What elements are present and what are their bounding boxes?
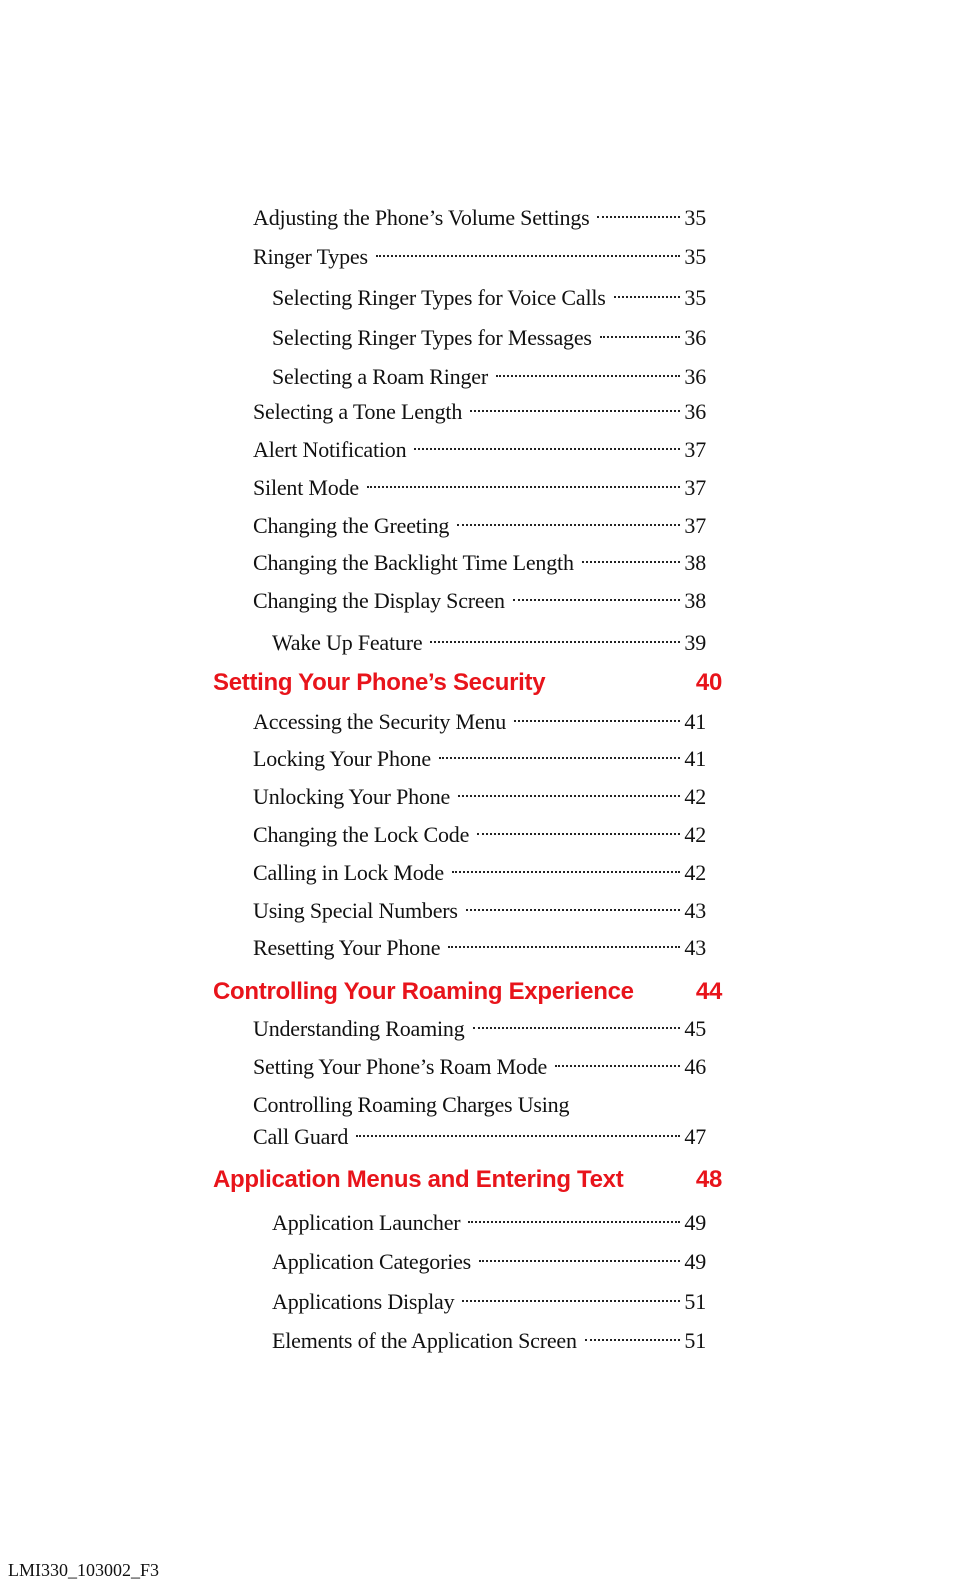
toc-entry-title: Alert Notification bbox=[253, 437, 407, 462]
toc-entry[interactable] bbox=[253, 584, 706, 618]
toc-entry-page: 35 bbox=[684, 244, 706, 269]
toc-entry-page: 46 bbox=[684, 1054, 706, 1079]
dot-leader bbox=[452, 871, 680, 873]
toc-entry-page: 36 bbox=[684, 325, 706, 350]
toc-entry-page: 37 bbox=[684, 513, 706, 538]
toc-entry-title-continued bbox=[253, 1121, 706, 1153]
toc-entry-title: Selecting a Roam Ringer bbox=[272, 364, 488, 389]
toc-entry-title: Changing the Display Screen bbox=[253, 588, 505, 613]
dot-leader bbox=[448, 946, 680, 948]
toc-entry[interactable] bbox=[272, 1285, 706, 1319]
toc-section-heading[interactable] bbox=[213, 974, 722, 1010]
dot-leader bbox=[513, 599, 681, 601]
toc-entry[interactable] bbox=[272, 626, 706, 660]
section-page: 48 bbox=[695, 1166, 722, 1193]
toc-entry-title: Understanding Roaming bbox=[253, 1016, 465, 1041]
dot-leader bbox=[356, 1135, 680, 1137]
toc-entry-page: 51 bbox=[684, 1289, 706, 1314]
toc-entry[interactable] bbox=[253, 546, 706, 580]
toc-entry-page: 37 bbox=[684, 437, 706, 462]
toc-entry-page: 43 bbox=[684, 898, 706, 923]
toc-entry-title: Calling in Lock Mode bbox=[253, 860, 444, 885]
toc-entry-page: 36 bbox=[684, 364, 706, 389]
dot-leader bbox=[473, 1027, 681, 1029]
toc-entry[interactable] bbox=[272, 360, 706, 394]
dot-leader bbox=[585, 1339, 681, 1341]
dot-leader bbox=[582, 561, 681, 563]
dot-leader bbox=[376, 255, 681, 257]
toc-entry[interactable] bbox=[272, 321, 706, 355]
toc-entry[interactable] bbox=[272, 1245, 706, 1279]
toc-entry-title: Adjusting the Phone’s Volume Settings bbox=[253, 205, 590, 230]
toc-entry[interactable] bbox=[253, 931, 706, 965]
dot-leader bbox=[468, 1221, 680, 1223]
section-page: 44 bbox=[695, 978, 722, 1005]
dot-leader bbox=[479, 1260, 680, 1262]
toc-entry-title: Changing the Lock Code bbox=[253, 822, 470, 847]
toc-entry[interactable] bbox=[253, 395, 706, 429]
toc-entry-page: 42 bbox=[684, 860, 706, 885]
dot-leader bbox=[514, 720, 680, 722]
toc-entry-title: Controlling Roaming Charges Using bbox=[253, 1092, 570, 1117]
dot-leader bbox=[430, 641, 680, 643]
dot-leader bbox=[600, 336, 681, 338]
toc-entry-title: Wake Up Feature bbox=[272, 630, 423, 655]
dot-leader bbox=[466, 909, 681, 911]
toc-entry[interactable] bbox=[253, 894, 706, 928]
dot-leader bbox=[458, 795, 680, 797]
toc-entry[interactable] bbox=[253, 1012, 706, 1046]
toc-entry-title: Changing the Greeting bbox=[253, 513, 450, 538]
toc-entry-page: 37 bbox=[684, 475, 706, 500]
section-title: Controlling Your Roaming Experience bbox=[213, 978, 634, 1005]
toc-entry[interactable] bbox=[253, 742, 706, 776]
toc-entry-title: Application Categories bbox=[272, 1249, 472, 1274]
toc-entry[interactable] bbox=[253, 818, 706, 852]
toc-entry-page: 42 bbox=[684, 822, 706, 847]
toc-entry[interactable] bbox=[253, 509, 706, 543]
toc-entry-title: Changing the Backlight Time Length bbox=[253, 550, 574, 575]
section-title: Application Menus and Entering Text bbox=[213, 1166, 624, 1193]
dot-leader bbox=[462, 1300, 680, 1302]
toc-entry-title: Resetting Your Phone bbox=[253, 935, 441, 960]
toc-entry-page: 38 bbox=[684, 550, 706, 575]
section-page: 40 bbox=[695, 669, 722, 696]
toc-entry-page: 39 bbox=[684, 630, 706, 655]
toc-entry-page: 35 bbox=[684, 285, 706, 310]
toc-entry[interactable] bbox=[253, 856, 706, 890]
toc-entry-title: Application Launcher bbox=[272, 1210, 461, 1235]
toc-entry-title: Locking Your Phone bbox=[253, 746, 431, 771]
toc-entry-title: Applications Display bbox=[272, 1289, 455, 1314]
toc-entry[interactable] bbox=[272, 1324, 706, 1358]
dot-leader bbox=[477, 833, 680, 835]
toc-entry-title: Silent Mode bbox=[253, 475, 359, 500]
toc-entry-page: 47 bbox=[684, 1124, 706, 1149]
toc-entry-page: 49 bbox=[684, 1249, 706, 1274]
dot-leader bbox=[614, 296, 681, 298]
toc-entry-title: Unlocking Your Phone bbox=[253, 784, 451, 809]
toc-entry-title: Selecting Ringer Types for Voice Calls bbox=[272, 285, 606, 310]
toc-entry-page: 41 bbox=[684, 746, 706, 771]
dot-leader bbox=[367, 486, 680, 488]
dot-leader bbox=[555, 1065, 680, 1067]
dot-leader bbox=[597, 216, 680, 218]
toc-entry[interactable] bbox=[253, 780, 706, 814]
toc-entry[interactable] bbox=[253, 201, 706, 235]
toc-entry-page: 49 bbox=[684, 1210, 706, 1235]
dot-leader bbox=[457, 524, 680, 526]
toc-entry-page: 43 bbox=[684, 935, 706, 960]
section-title: Setting Your Phone’s Security bbox=[213, 669, 546, 696]
toc-entry[interactable] bbox=[253, 471, 706, 505]
dot-leader bbox=[414, 448, 680, 450]
toc-entry-page: 35 bbox=[684, 205, 706, 230]
document-code: LMI330_103002_F3 bbox=[8, 1560, 160, 1580]
toc-entry-title-line2: Call Guard bbox=[253, 1124, 349, 1149]
toc-entry-title: Elements of the Application Screen bbox=[272, 1328, 577, 1353]
toc-entry-page: 41 bbox=[684, 709, 706, 734]
toc-entry[interactable] bbox=[253, 240, 706, 274]
toc-entry-title: Selecting a Tone Length bbox=[253, 399, 463, 424]
toc-entry-page: 45 bbox=[684, 1016, 706, 1041]
dot-leader bbox=[470, 410, 680, 412]
toc-entry[interactable] bbox=[253, 433, 706, 467]
toc-entry[interactable] bbox=[253, 1089, 706, 1153]
toc-entry[interactable] bbox=[253, 705, 706, 739]
toc-section-heading[interactable] bbox=[213, 1162, 722, 1198]
toc-entry-title: Selecting Ringer Types for Messages bbox=[272, 325, 592, 350]
toc-entry[interactable] bbox=[272, 1206, 706, 1240]
toc-entry-page: 42 bbox=[684, 784, 706, 809]
toc-entry-title: Using Special Numbers bbox=[253, 898, 458, 923]
toc-entry-title: Accessing the Security Menu bbox=[253, 709, 507, 734]
toc-entry-title: Setting Your Phone’s Roam Mode bbox=[253, 1054, 548, 1079]
toc-entry[interactable] bbox=[253, 1050, 706, 1084]
dot-leader bbox=[439, 757, 680, 759]
toc-entry-page: 38 bbox=[684, 588, 706, 613]
toc-entry-page: 51 bbox=[684, 1328, 706, 1353]
toc-section-heading[interactable] bbox=[213, 665, 722, 701]
toc-entry[interactable] bbox=[272, 281, 706, 315]
dot-leader bbox=[496, 375, 680, 377]
toc-entry-title: Ringer Types bbox=[253, 244, 368, 269]
toc-entry-page: 36 bbox=[684, 399, 706, 424]
